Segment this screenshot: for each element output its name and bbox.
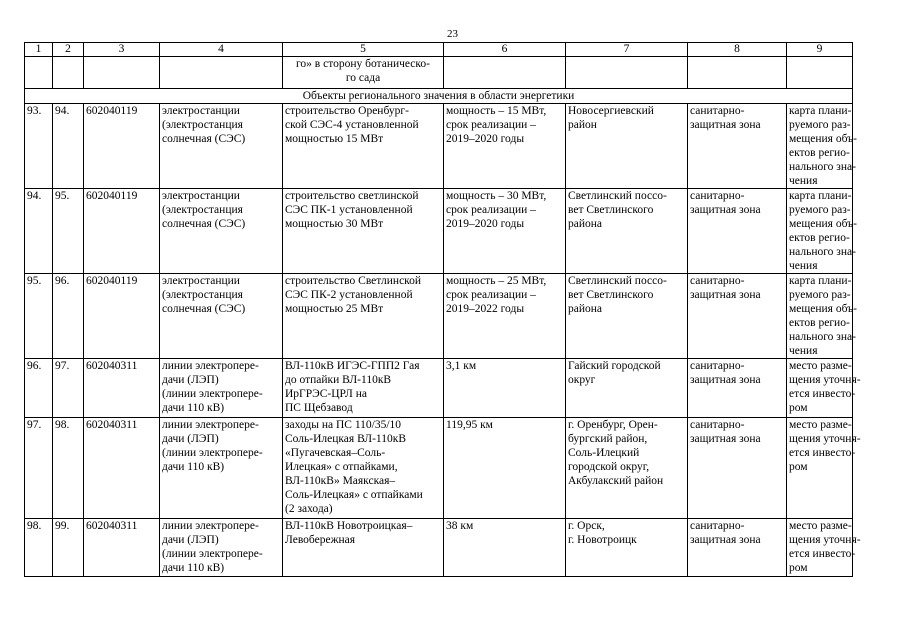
cell-line: дачи 110 кВ) — [162, 402, 225, 414]
table-cell — [566, 274, 688, 359]
cell-line: солнечная (СЭС) — [162, 218, 246, 230]
cell-line: карта плани- — [789, 190, 852, 202]
cell-line: срок реализации – — [446, 119, 536, 131]
cell-line: вет Светлинского — [568, 289, 654, 301]
table-row — [25, 359, 853, 418]
cell-line: ром — [789, 562, 808, 574]
table-cell — [444, 104, 566, 189]
table-cell: 96. — [53, 274, 84, 359]
table-cell: 94. — [53, 104, 84, 189]
table-header-row — [25, 43, 853, 57]
cell-line: ется инвесто- — [789, 388, 856, 400]
cell-line: го» в сторону ботаническо- — [295, 58, 430, 70]
cell-line: ВЛ-110кВ» Маякская– — [285, 475, 396, 487]
cell-line: санитарно- — [690, 520, 745, 532]
table-cell — [160, 359, 283, 418]
table-cell — [160, 274, 283, 359]
cell-line: щения уточня- — [789, 374, 861, 386]
table-cell — [444, 274, 566, 359]
cell-line: карта плани- — [789, 105, 852, 117]
cell-line: ской СЭС-4 установленной — [285, 119, 419, 131]
table-cell — [444, 418, 566, 519]
cell-line: защитная зона — [690, 289, 761, 301]
table-cell — [566, 359, 688, 418]
cell-line: Новосергиевский — [568, 105, 654, 117]
cell-line: место разме- — [789, 419, 852, 431]
table-cell — [566, 418, 688, 519]
cell-line: (электростанция — [162, 289, 243, 301]
table-cell — [283, 359, 444, 418]
cell-line: вет Светлинского — [568, 204, 654, 216]
cell-line: мощностью 30 МВт — [285, 218, 384, 230]
table-cell: 96. — [25, 359, 53, 418]
cell-line: чения — [789, 175, 818, 187]
column-header: 1 — [25, 43, 53, 57]
cell-line: электростанции — [162, 275, 240, 287]
column-header: 7 — [566, 43, 688, 57]
cell-line: мощность – 15 МВт, — [446, 105, 547, 117]
cell-line: СЭС ПК-2 установленной — [285, 289, 413, 301]
table-cell: 602040119 — [84, 274, 160, 359]
table-cell — [283, 519, 444, 577]
section-title: Объекты регионального значения в области энергетики — [25, 89, 853, 104]
table-cell — [160, 519, 283, 577]
table-cell: 95. — [25, 274, 53, 359]
table-cell — [444, 189, 566, 274]
table-cell — [787, 359, 861, 418]
cell-line: 2019–2020 годы — [446, 133, 525, 145]
cell-line: щения уточня- — [789, 534, 861, 546]
page-number: 23 — [447, 28, 458, 40]
cell-line: защитная зона — [690, 534, 761, 546]
table-cell — [160, 57, 283, 89]
table-row — [25, 189, 853, 274]
cell-line: мощностью 15 МВт — [285, 133, 384, 145]
table-cell — [444, 519, 566, 577]
cell-line: мещения объ- — [789, 133, 857, 145]
cell-line: (линии электропере- — [162, 447, 263, 459]
cell-line: чения — [789, 260, 818, 272]
table-cell: 97. — [25, 418, 53, 519]
cell-line: 2019–2022 годы — [446, 303, 525, 315]
table-cell: 97. — [53, 359, 84, 418]
cell-line: СЭС ПК-1 установленной — [285, 204, 413, 216]
cell-line: 2019–2020 годы — [446, 218, 525, 230]
cell-line: Соль-Илецкая» с отпайками — [285, 489, 423, 501]
cell-line: 38 км — [446, 520, 474, 532]
table-cell — [160, 189, 283, 274]
table-cell: 93. — [25, 104, 53, 189]
cell-line: санитарно- — [690, 419, 745, 431]
cell-line: нального зна- — [789, 161, 856, 173]
cell-line: срок реализации – — [446, 204, 536, 216]
cell-line: г. Новотроицк — [568, 534, 637, 546]
cell-line: Светлинский поссо- — [568, 190, 667, 202]
table-cell: 99. — [53, 519, 84, 577]
cell-line: руемого раз- — [789, 204, 851, 216]
cell-line: го сада — [345, 72, 381, 84]
cell-line: строительство Светлинской — [285, 275, 422, 287]
table-cell — [566, 104, 688, 189]
table-cell: 98. — [25, 519, 53, 577]
table-cell — [84, 57, 160, 89]
cell-line: линии электропере- — [162, 360, 259, 372]
table-cell: 602040311 — [84, 359, 160, 418]
cell-line: района — [568, 303, 603, 315]
table-cell — [688, 57, 787, 89]
cell-line: ром — [789, 402, 808, 414]
cell-line: ектов регио- — [789, 232, 850, 244]
cell-line: дачи 110 кВ) — [162, 562, 225, 574]
table-cell — [283, 57, 444, 89]
cell-line: г. Оренбург, Орен- — [568, 419, 658, 431]
table-cell — [444, 57, 566, 89]
cell-line: мощность – 25 МВт, — [446, 275, 547, 287]
table-cell — [283, 274, 444, 359]
table-cell — [787, 189, 857, 274]
table-cell — [787, 57, 853, 89]
cell-line: линии электропере- — [162, 419, 259, 431]
cell-line: района — [568, 218, 603, 230]
cell-line: санитарно- — [690, 105, 745, 117]
table-cell: 95. — [53, 189, 84, 274]
cell-line: чения — [789, 345, 818, 357]
registry-table — [24, 42, 861, 577]
cell-line: ектов регио- — [789, 147, 850, 159]
cell-line: электростанции — [162, 190, 240, 202]
cell-line: защитная зона — [690, 119, 761, 131]
cell-line: санитарно- — [690, 360, 745, 372]
cell-line: санитарно- — [690, 190, 745, 202]
table-cell — [688, 519, 787, 577]
cell-line: ИрГРЭС-ЦРЛ на — [285, 388, 367, 400]
table-cell: 602040119 — [84, 189, 160, 274]
table-cell — [283, 418, 444, 519]
cell-line: санитарно- — [690, 275, 745, 287]
cell-line: нального зна- — [789, 331, 856, 343]
cell-line: защитная зона — [690, 204, 761, 216]
cell-line: городской округ, — [568, 461, 650, 473]
cell-line: (линии электропере- — [162, 548, 263, 560]
cell-line: защитная зона — [690, 433, 761, 445]
table-row — [25, 104, 853, 189]
cell-line: Соль-Илецкий — [568, 447, 640, 459]
cell-line: Гайский городской — [568, 360, 661, 372]
cell-line: щения уточня- — [789, 433, 861, 445]
table-cell — [283, 104, 444, 189]
cell-line: ектов регио- — [789, 317, 850, 329]
table-cell — [566, 57, 688, 89]
column-header: 8 — [688, 43, 787, 57]
cell-line: нального зна- — [789, 246, 856, 258]
table-cell — [787, 104, 857, 189]
table-cell — [688, 104, 787, 189]
cell-line: солнечная (СЭС) — [162, 303, 246, 315]
cell-line: Соль-Илецкая ВЛ-110кВ — [285, 433, 407, 445]
cell-line: (2 захода) — [285, 503, 333, 515]
column-header: 4 — [160, 43, 283, 57]
table-cell — [53, 57, 84, 89]
cell-line: ется инвесто- — [789, 447, 856, 459]
cell-line: Светлинский поссо- — [568, 275, 667, 287]
table-cell — [566, 189, 688, 274]
cell-line: руемого раз- — [789, 119, 851, 131]
table-cell — [787, 519, 861, 577]
cell-line: мощностью 25 МВт — [285, 303, 384, 315]
table-cell: 94. — [25, 189, 53, 274]
cell-line: дачи (ЛЭП) — [162, 433, 219, 445]
cell-line: мещения объ- — [789, 303, 857, 315]
table-cell — [688, 274, 787, 359]
cell-line: 119,95 км — [446, 419, 493, 431]
cell-line: «Пугачевская–Соль- — [285, 447, 386, 459]
cell-line: округ — [568, 374, 596, 386]
table-cell — [688, 189, 787, 274]
table-cell — [566, 519, 688, 577]
cell-line: место разме- — [789, 360, 852, 372]
cell-line: Илецкая» с отпайками, — [285, 461, 398, 473]
cell-line: ром — [789, 461, 808, 473]
table-cell — [444, 359, 566, 418]
table-cell: 602040311 — [84, 519, 160, 577]
cell-line: строительство светлинской — [285, 190, 419, 202]
cell-line: заходы на ПС 110/35/10 — [285, 419, 402, 431]
cell-line: (линии электропере- — [162, 388, 263, 400]
cell-line: электростанции — [162, 105, 240, 117]
table-cell: 98. — [53, 418, 84, 519]
cell-line: карта плани- — [789, 275, 852, 287]
column-header: 6 — [444, 43, 566, 57]
cell-line: дачи (ЛЭП) — [162, 374, 219, 386]
cell-line: мощность – 30 МВт, — [446, 190, 547, 202]
table-cell — [688, 418, 787, 519]
cell-line: линии электропере- — [162, 520, 259, 532]
cell-line: мещения объ- — [789, 218, 857, 230]
cell-line: (электростанция — [162, 204, 243, 216]
cell-line: строительство Оренбург- — [285, 105, 409, 117]
table-cell — [160, 418, 283, 519]
cell-line: Акбулакский район — [568, 475, 664, 487]
cell-line: защитная зона — [690, 374, 761, 386]
cell-line: руемого раз- — [789, 289, 851, 301]
cell-line: дачи (ЛЭП) — [162, 534, 219, 546]
table-cell: 602040311 — [84, 418, 160, 519]
cell-line: срок реализации – — [446, 289, 536, 301]
table-cell — [283, 189, 444, 274]
section-row — [25, 89, 853, 104]
table-cell — [787, 274, 857, 359]
column-header: 9 — [787, 43, 853, 57]
table-cell — [787, 418, 861, 519]
column-header: 3 — [84, 43, 160, 57]
continuation-row — [25, 57, 853, 89]
cell-line: Левобережная — [285, 534, 356, 546]
cell-line: ВЛ-110кВ Новотроицкая– — [285, 520, 413, 532]
column-header: 5 — [283, 43, 444, 57]
cell-line: до отпайки ВЛ-110кВ — [285, 374, 392, 386]
cell-line: бургский район, — [568, 433, 648, 445]
cell-line: ВЛ-110кВ ИГЭС-ГПП2 Гая — [285, 360, 420, 372]
table-row — [25, 274, 853, 359]
cell-line: место разме- — [789, 520, 852, 532]
cell-line: г. Орск, — [568, 520, 605, 532]
cell-line: ется инвесто- — [789, 548, 856, 560]
table-row — [25, 418, 853, 519]
cell-line: солнечная (СЭС) — [162, 133, 246, 145]
table-row — [25, 519, 853, 577]
cell-line: район — [568, 119, 597, 131]
table-cell — [25, 57, 53, 89]
table-cell: 602040119 — [84, 104, 160, 189]
cell-line: (электростанция — [162, 119, 243, 131]
table-cell — [688, 359, 787, 418]
cell-line: ПС Щебзавод — [285, 402, 353, 414]
cell-line: 3,1 км — [446, 360, 477, 372]
cell-line: дачи 110 кВ) — [162, 461, 225, 473]
column-header: 2 — [53, 43, 84, 57]
table-cell — [160, 104, 283, 189]
